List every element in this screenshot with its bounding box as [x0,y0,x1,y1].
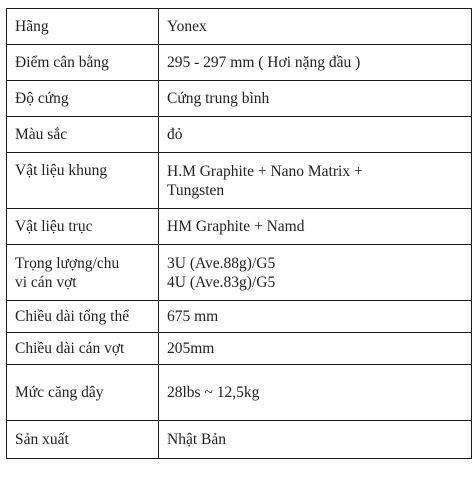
table-row [7,9,472,45]
row-value-balance-point: 295 - 297 mm ( Hơi nặng đầu ) [167,54,361,71]
table-row [7,209,472,245]
row-value-cell [159,209,472,245]
table-row [7,245,472,301]
row-label-cell [7,81,159,117]
row-value-made-in: Nhật Bản [167,431,226,448]
row-value-frame-material-line1: H.M Graphite + Nano Matrix + [167,162,363,180]
row-label-stiffness: Độ cứng [15,90,69,107]
row-label-weight-grip-line1: Trọng lượng/chu [15,254,120,272]
row-label-cell [7,209,159,245]
row-label-cell [7,117,159,153]
spec-table-body [7,9,472,459]
row-label-cell [7,301,159,333]
row-value-string-tension: 28lbs ~ 12,5kg [167,384,260,401]
row-value-handle-length: 205mm [167,340,215,357]
table-row [7,153,472,209]
row-label-cell [7,45,159,81]
row-value-cell [159,301,472,333]
row-value-cell [159,81,472,117]
table-row [7,81,472,117]
table-row [7,333,472,365]
row-label-weight-grip-line2: vi cán vợt [15,273,77,291]
row-label-string-tension: Mức căng dây [15,384,104,401]
row-value-cell [159,421,472,459]
row-value-cell [159,153,472,209]
row-label-handle-length: Chiều dài cán vợt [15,340,125,357]
row-label-cell [7,333,159,365]
row-value-cell [159,117,472,153]
spec-table [6,8,472,459]
row-label-shaft-material: Vật liệu trục [15,218,93,235]
row-value-stiffness: Cứng trung bình [167,90,270,107]
row-value-shaft-material: HM Graphite + Namd [167,218,305,235]
row-label-cell [7,153,159,209]
row-value-cell [159,245,472,301]
row-value-color: đỏ [167,126,183,143]
row-label-made-in: Sản xuất [15,431,69,448]
row-label-brand: Hãng [15,18,49,35]
row-value-cell [159,9,472,45]
table-row [7,421,472,459]
row-value-frame-material-line2: Tungsten [167,181,225,199]
row-label-balance-point: Điểm cân bằng [15,54,109,71]
row-value-weight-grip-line2: 4U (Ave.83g)/G5 [167,273,276,291]
row-label-cell [7,9,159,45]
row-value-cell [159,333,472,365]
row-value-cell [159,365,472,421]
row-value-total-length: 675 mm [167,308,219,325]
table-row [7,301,472,333]
table-row [7,365,472,421]
row-value-weight-grip-line1: 3U (Ave.88g)/G5 [167,254,276,272]
row-value-brand: Yonex [167,18,207,35]
row-label-total-length: Chiều dài tổng thể [15,308,130,325]
row-value-cell [159,45,472,81]
row-label-cell [7,365,159,421]
table-row [7,45,472,81]
row-label-frame-material: Vật liệu khung [15,162,108,179]
row-label-cell [7,421,159,459]
row-label-cell [7,245,159,301]
row-label-color: Màu sắc [15,126,68,143]
table-row [7,117,472,153]
